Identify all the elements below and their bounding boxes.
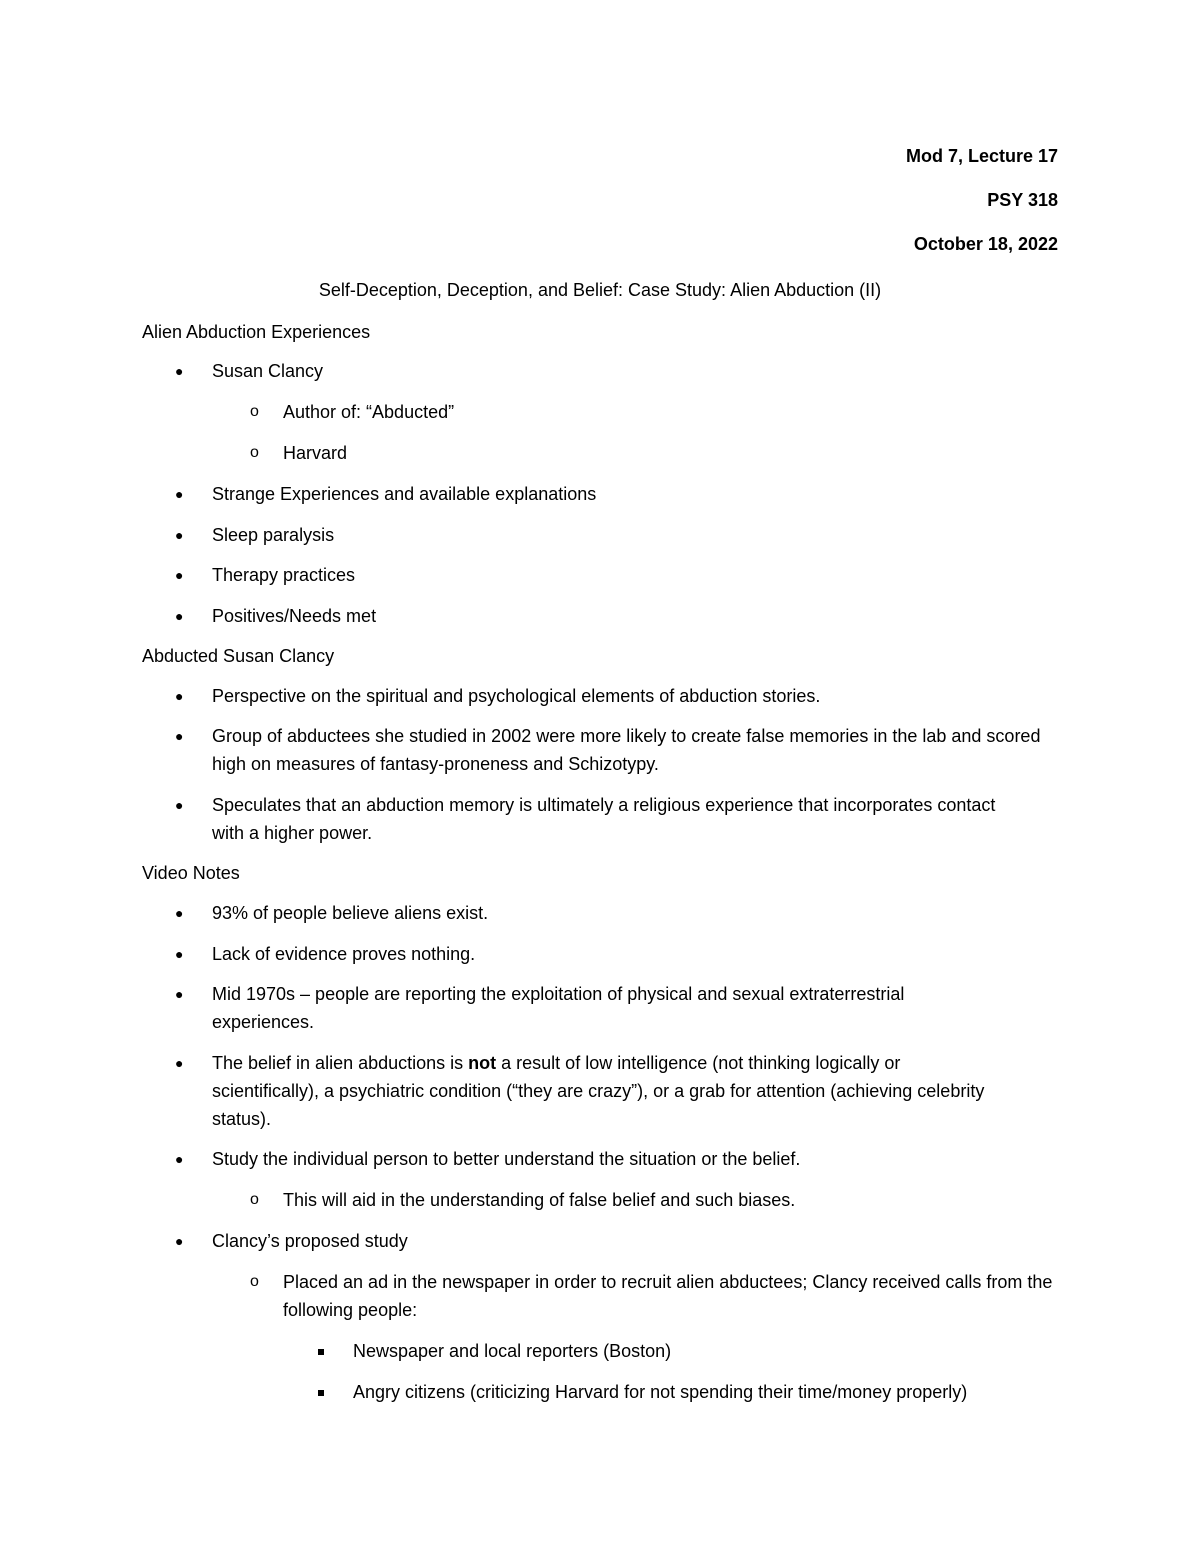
list-item-text: a result of low intelligence (not thinking logically or scientifically), a psychiatric condition (“they are crazy”), or a grab for attention (achieving celebrity status).: [212, 1053, 985, 1129]
sub-list-item: Author of: “Abducted”: [283, 402, 455, 422]
emphasis-text: not: [468, 1053, 497, 1073]
list-item: Perspective on the spiritual and psychological elements of abduction stories.: [212, 686, 821, 706]
list-item: [212, 1049, 1012, 1133]
bullet-icon: ●: [175, 363, 184, 379]
sub-list-item: Placed an ad in the newspaper in order to recruit alien abductees; Clancy received calls from the following people:: [283, 1272, 1053, 1320]
bullet-icon: ●: [175, 728, 184, 744]
circle-bullet-icon: o: [250, 444, 259, 461]
circle-bullet-icon: o: [250, 403, 259, 420]
list-item: Lack of evidence proves nothing.: [212, 944, 476, 964]
list-item: 93% of people believe aliens exist.: [212, 903, 489, 923]
list-item: Speculates that an abduction memory is ultimately a religious experience that incorporates contact with a higher power.: [212, 795, 996, 843]
bullet-icon: ●: [175, 905, 184, 921]
list-item: Study the individual person to better understand the situation or the belief.: [212, 1149, 801, 1169]
list-item: Clancy’s proposed study: [212, 1231, 408, 1251]
list-item: Susan Clancy: [212, 361, 324, 381]
circle-bullet-icon: o: [250, 1191, 259, 1208]
bullet-icon: ●: [175, 1233, 184, 1249]
bullet-icon: ●: [175, 608, 184, 624]
sub-list-item: This will aid in the understanding of false belief and such biases.: [283, 1190, 796, 1210]
square-bullet-icon: [318, 1349, 324, 1355]
header-date: October 18, 2022: [913, 234, 1058, 254]
bullet-icon: ●: [175, 1151, 184, 1167]
sub-list-item: Harvard: [283, 443, 348, 463]
list-item: Therapy practices: [212, 565, 356, 585]
square-bullet-icon: [318, 1390, 324, 1396]
bullet-icon: ●: [175, 486, 184, 502]
bullet-icon: ●: [175, 986, 184, 1002]
document-title: Self-Deception, Deception, and Belief: Case Study: Alien Abduction (II): [318, 280, 882, 300]
bullet-icon: ●: [175, 946, 184, 962]
section-heading: Video Notes: [142, 863, 240, 883]
list-item: Sleep paralysis: [212, 525, 335, 545]
section-heading: Abducted Susan Clancy: [142, 646, 335, 666]
list-item: Group of abductees she studied in 2002 were more likely to create false memories in the lab and scored high on measures of fantasy-proneness and Schizotypy.: [212, 726, 1041, 774]
bullet-icon: ●: [175, 797, 184, 813]
list-item-text: The belief in alien abductions is: [212, 1053, 469, 1073]
bullet-icon: ●: [175, 1055, 184, 1071]
circle-bullet-icon: o: [250, 1273, 259, 1290]
header-module: Mod 7, Lecture 17: [905, 146, 1058, 166]
sub-sub-list-item: Newspaper and local reporters (Boston): [353, 1341, 672, 1361]
bullet-icon: ●: [175, 688, 184, 704]
list-item: Mid 1970s – people are reporting the exploitation of physical and sexual extraterrestrial experiences.: [212, 984, 905, 1032]
bullet-icon: ●: [175, 567, 184, 583]
section-heading: Alien Abduction Experiences: [142, 322, 371, 342]
list-item: Positives/Needs met: [212, 606, 377, 626]
list-item: Strange Experiences and available explanations: [212, 484, 597, 504]
header-course: PSY 318: [987, 190, 1058, 210]
bullet-icon: ●: [175, 527, 184, 543]
sub-sub-list-item: Angry citizens (criticizing Harvard for not spending their time/money properly): [353, 1382, 968, 1402]
